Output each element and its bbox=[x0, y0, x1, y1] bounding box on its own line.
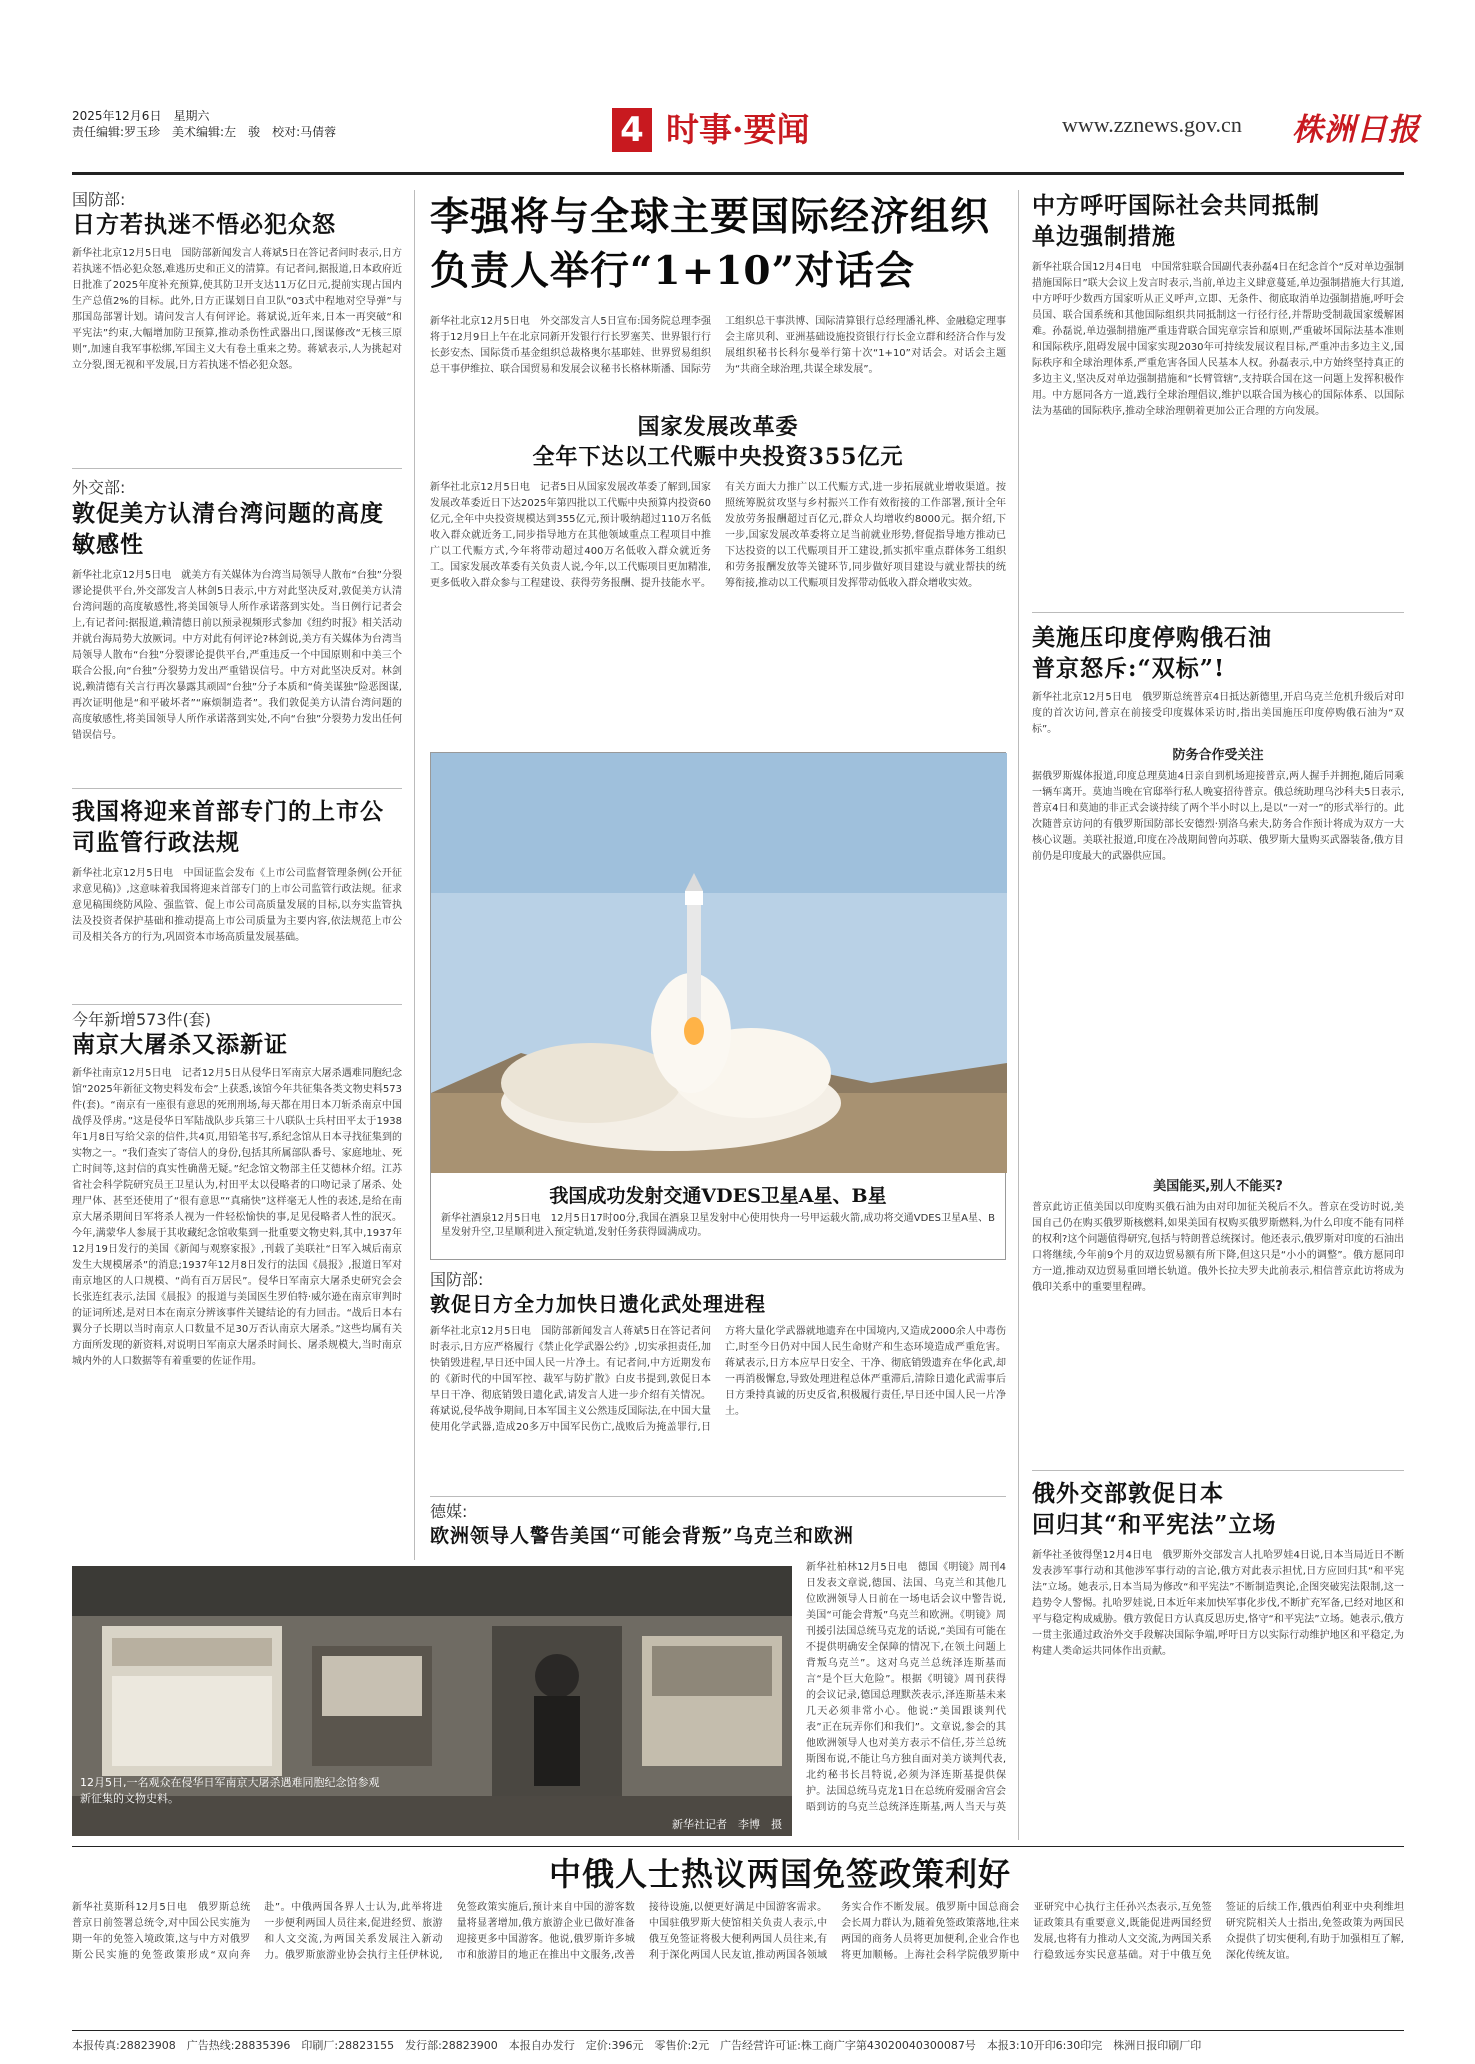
a10-headline: 中俄人士热议两国免签政策利好 bbox=[548, 1855, 1011, 1893]
article-body: 新华社北京12月5日电 就美方有关媒体为台湾当局领导人散布“台独”分裂谬论提供平台,外交部发言人林剑5日表示,中方对此坚决反对,敦促美方认清台湾问题的高度敏感性,将美国领导人所作承诺落到实处。当日例行记者会上,有记者问:据报道,赖清德日前以预录视频形式参加《纽约时报》相关活动并就台海局势大放厥词。中方对此有何评论?林剑说,美方有关媒体为台湾当局领导人散布“台独”分裂谬论提供平台,严重违反一个中国原则和中美三个联合公报,向“台独”分裂势力发出严重错误信号。中方对此坚决反对。林剑说,赖清德有关言行再次暴露其顽固“台独”分子本质和“倚美谋独”险恶图谋,再次证明他是“和平破坏者”“麻烦制造者”。我们敦促美方认清台湾问题的高度敏感性,将美国领导人所作承诺落到实处,不向“台独”分裂势力发出任何错误信号。 bbox=[72, 570, 402, 741]
article-body: 新华社北京12月5日电 中国证监会发布《上市公司监督管理条例(公开征求意见稿)》,这意味着我国将迎来首部专门的上市公司监管行政法规。征求意见稿围绕防风险、强监管、促上市公司高质量发展的目标,以夯实监管执法及投资者保护基础和推动提高上市公司质量为主要内容,依法规范上市公司及相关各方的行为,巩固资本市场高质量发展基础。 bbox=[72, 868, 402, 943]
headline: 南京大屠杀又添新证 bbox=[72, 1031, 288, 1058]
headline: 敦促美方认清台湾问题的高度敏感性 bbox=[72, 500, 384, 558]
article-body-3: 普京此访正值美国以印度购买俄石油为由对印加征关税后不久。普京在受访时说,美国自己仍在购买俄罗斯核燃料,如果美国有权购买俄罗斯燃料,为什么印度不能有同样的权利?这个问题值得研究,包括与特朗普总统探讨。他还表示,俄罗斯对印度的石油出口将继续,今年前9个月的双边贸易额有所下降,但这只是“小小的调整”。俄方愿同印方一道,推动双边贸易重回增长轨道。俄外长拉夫罗夫此前表示,相信普京此访将成为俄印关系中的重要里程碑。 bbox=[1032, 1202, 1404, 1293]
kicker: 国防部: bbox=[72, 190, 126, 209]
article-a8 bbox=[1032, 622, 1404, 1550]
lead-article bbox=[430, 190, 1014, 298]
headline: 我国将迎来首部专门的上市公司监管行政法规 bbox=[72, 798, 384, 856]
headline-1: 美施压印度停购俄石油 bbox=[1032, 624, 1272, 651]
article-a5 bbox=[430, 1270, 1006, 1318]
kicker: 今年新增573件(套) bbox=[72, 1010, 212, 1029]
newspaper-logo: 株洲日报 bbox=[1292, 112, 1420, 148]
header-rule bbox=[72, 172, 1404, 175]
divider bbox=[72, 468, 402, 469]
divider bbox=[430, 1496, 1006, 1497]
article-a9 bbox=[1032, 1478, 1404, 1826]
photo-credit: 新华社记者 李博 摄 bbox=[672, 1818, 782, 1831]
ndrc-body: 新华社北京12月5日电 记者5日从国家发展改革委了解到,国家发展改革委近日下达2025年第四批以工代赈中央预算内投资60亿元,全年中央投资规模达到355亿元,预计吸纳超过110万名低收入群众就近务工,同步指导地方在其他领域重点工程项目中推广以工代赈方式,今年将带动超过400万名低收入群众就近务工。国家发展改革委有关负责人说,今年,以工代赈项目更加精准,更多低收入群众参与工程建设、获得劳务报酬、提升技能水平。有关方面大力推广以工代赈方式,进一步拓展就业增收渠道。按照统筹脱贫攻坚与乡村振兴工作有效衔接的工作部署,预计全年发放劳务报酬超过百亿元,群众人均增收约8000元。据介绍,下一步,国家发展改革委将立足当前就业形势,督促指导地方推动已下达投资的以工代赈项目开工建设,抓实抓牢重点群体务工组织和劳务报酬发放等关键环节,同步做好项目建设与就业帮扶的统筹衔接,推动以工代赈项目发挥带动低收入群众增收实效。 bbox=[430, 482, 1006, 589]
ndrc-headline-2: 全年下达以工代赈中央投资355亿元 bbox=[532, 444, 904, 470]
lead-headline-2: 负责人举行“1+10”对话会 bbox=[430, 248, 915, 294]
issue-date: 2025年12月6日 星期六 bbox=[72, 109, 210, 123]
article-body: 新华社北京12月5日电 俄罗斯总统普京4日抵达新德里,开启乌克兰危机升级后对印度的首次访问,普京在前接受印度媒体采访时,指出美国施压印度停购俄石油为“双标”。 bbox=[1032, 692, 1404, 735]
headline: 日方若执迷不悟必犯众怒 bbox=[72, 211, 336, 238]
headline-1: 俄外交部敦促日本 bbox=[1032, 1480, 1224, 1507]
kicker: 外交部: bbox=[72, 478, 126, 497]
divider bbox=[1032, 1470, 1404, 1471]
website-link[interactable]: www.zznews.gov.cn bbox=[1062, 112, 1242, 137]
editor-credits: 责任编辑:罗玉珍 美术编辑:左 骏 校对:马倩蓉 bbox=[72, 125, 337, 139]
divider bbox=[72, 1846, 1404, 1847]
headline-2: 普京怒斥:“双标”! bbox=[1032, 655, 1226, 682]
photo-caption: 12月5日,一名观众在侵华日军南京大屠杀遇难同胞纪念馆参观新征集的文物史料。 bbox=[80, 1776, 380, 1805]
launch-photo-panel bbox=[430, 752, 1006, 1260]
article-a7 bbox=[1032, 190, 1404, 596]
headline-2: 单边强制措施 bbox=[1032, 223, 1176, 250]
article-a2 bbox=[72, 478, 402, 840]
lead-headline-1: 李强将与全球主要国际经济组织 bbox=[430, 194, 991, 240]
article-body-2: 据俄罗斯媒体报道,印度总理莫迪4日亲自到机场迎接普京,两人握手并拥抱,随后同乘一辆车离开。莫迪当晚在官邸举行私人晚宴招待普京。俄总统助理乌沙科夫5日表示,普京4日和莫迪的非正式会谈持续了两个半小时以上,是以“一对一”的形式举行的。此次随普京访问的有俄罗斯国防部长安德烈·别洛乌索夫,防务合作预计将成为双方一大核心议题。美联社报道,印度在冷战期间曾向苏联、俄罗斯大量购买武器装备,俄方目前仍是印度最大的武器供应国。 bbox=[1032, 771, 1404, 862]
article-a1 bbox=[72, 190, 402, 468]
column-divider bbox=[1018, 190, 1019, 1840]
divider bbox=[72, 788, 402, 789]
a5-body: 新华社北京12月5日电 国防部新闻发言人蒋斌5日在答记者问时表示,日方应严格履行《禁止化学武器公约》,切实承担责任,加快销毁进程,早日还中国人民一片净土。有记者问,中方近期发布的《新时代的中国军控、裁军与防扩散》白皮书提到,敦促日本早日干净、彻底销毁日遗化武,请发言人进一步介绍有关情况。蒋斌说,侵华战争期间,日本军国主义公然违反国际法,在中国大量使用化学武器,造成20多万中国军民伤亡,战败后为掩盖罪行,日方将大量化学武器就地遗弃在中国境内,又造成2000余人中毒伤亡,时至今日仍对中国人民生命财产和生态环境造成严重危害。蒋斌表示,日方本应早日安全、干净、彻底销毁遗弃在华化武,却一再消极懈怠,导致处理进程总体严重滞后,清除日遗化武需事后日方秉持真诚的历史反省,积极履行责任,早日还中国人民一片净土。 bbox=[430, 1326, 1006, 1433]
photo-caption: 新华社酒泉12月5日电 12月5日17时00分,我国在酒泉卫星发射中心使用快舟一号甲运载火箭,成功将交通VDES卫星A星、B星发射升空,卫星顺利进入预定轨道,发射任务获得圆满成功。 bbox=[441, 1213, 995, 1238]
section-title: 时事·要闻 bbox=[666, 110, 810, 149]
headline: 敦促日方全力加快日遗化武处理进程 bbox=[430, 1292, 766, 1316]
article-body: 新华社联合国12月4日电 中国常驻联合国副代表孙磊4日在纪念首个“反对单边强制措施国际日”联大会议上发言时表示,当前,单边主义肆意蔓延,单边强制措施大行其道,中方呼吁少数西方国家听从正义呼声,立即、无条件、彻底取消单边强制措施,呼吁会员国、联合国系统和其他国际组织共同抵制这一行径行径,并帮助受制裁国家缓解困难。孙磊说,单边强制措施严重违背联合国宪章宗旨和原则,严重破坏国际法基本准则和国际秩序,阻碍发展中国家实现2030年可持续发展议程目标,严重冲击多边主义,国际秩序和全球治理体系,严重危害各国人民基本人权。孙磊表示,中方始终坚持真正的多边主义,坚决反对单边强制措施和“长臂管辖”,支持联合国在这一问题上发挥积极作用。中方愿同各方一道,践行全球治理倡议,维护以联合国为核心的国际体系、以国际法为基础的国际秩序,推动全球治理朝着更加公正合理的方向发展。 bbox=[1032, 262, 1404, 417]
ndrc-headline-1: 国家发展改革委 bbox=[637, 414, 799, 440]
headline-1: 中方呼吁国际社会共同抵制 bbox=[1032, 192, 1320, 219]
article-a3 bbox=[72, 796, 402, 994]
column-divider bbox=[414, 190, 415, 1560]
article-a6 bbox=[430, 1502, 1006, 1550]
a10-body: 新华社莫斯科12月5日电 俄罗斯总统普京日前签署总统令,对中国公民实施为期一年的免签入境政策,这与中方对俄罗斯公民实施的免签政策形成“双向奔赴”。中俄两国各界人士认为,此举将进一步便利两国人员往来,促进经贸、旅游和人文交流,为两国关系发展注入新动力。俄罗斯旅游业协会执行主任伊林说,免签政策实施后,预计来自中国的游客数量将显著增加,俄方旅游企业已做好准备迎接更多中国游客。他说,俄罗斯许多城市和旅游目的地正在推出中文服务,改善接待设施,以便更好满足中国游客需求。中国驻俄罗斯大使馆相关负责人表示,中俄互免签证将极大便利两国人员往来,有利于深化两国人民友谊,推动两国各领域务实合作不断发展。俄罗斯中国总商会会长周力群认为,随着免签政策落地,往来两国的商务人员将更加便利,企业合作也将更加顺畅。上海社会科学院俄罗斯中亚研究中心执行主任孙兴杰表示,互免签证政策具有重要意义,既能促进两国经贸发展,也将有力推动人文交流,为两国关系行稳致远夯实民意基础。对于中俄互免签证的后续工作,俄西伯利亚中央利维坦研究院相关人士指出,免签政策为两国民众提供了切实便利,有助于加强相互了解,深化传统友谊。 bbox=[72, 1902, 1404, 1961]
subhead: 防务合作受关注 bbox=[1172, 748, 1264, 763]
kicker: 国防部: bbox=[430, 1270, 484, 1289]
lead-body: 新华社北京12月5日电 外交部发言人5日宣布:国务院总理李强将于12月9日上午在北京同新开发银行行长罗塞芙、世界银行行长彭安杰、国际货币基金组织总裁格奥尔基耶娃、世界贸易组织总干事伊维拉、联合国贸易和发展会议秘书长格林斯潘、国际劳工组织总干事洪博、国际清算银行总经理潘礼桦、金融稳定理事会主席贝利、亚洲基础设施投资银行行长金立群和经济合作与发展组织秘书长科尔曼举行第十次“1+10”对话会。对话会主题为“共商全球治理,共谋全球发展”。 bbox=[430, 316, 1006, 375]
rocket-launch-photo bbox=[431, 753, 1007, 1173]
page-number: 4 bbox=[612, 108, 652, 152]
article-a4 bbox=[72, 1010, 402, 1578]
subhead: 美国能买,别人不能买? bbox=[1153, 1179, 1283, 1194]
headline: 欧洲领导人警告美国“可能会背叛”乌克兰和欧洲 bbox=[430, 1525, 854, 1547]
photo-headline: 我国成功发射交通VDES卫星A星、B星 bbox=[549, 1185, 887, 1207]
footer: 本报传真:28823908 广告热线:28835396 印刷厂:28823155 发行部:28823900 本报自办发行 定价:396元 零售价:2元 广告经营许可证:株工商广字第43020040300087号 本报3:10开印6:30印完 株洲日报印刷厂印 bbox=[72, 2030, 1404, 2053]
divider bbox=[72, 1004, 402, 1005]
article-body: 新华社圣彼得堡12月4日电 俄罗斯外交部发言人扎哈罗娃4日说,日本当局近日不断发表涉军事行动和其他涉军事行动的言论,俄方对此表示担忧,日方应回归其“和平宪法”立场。她表示,日本当局为修改“和平宪法”不断制造舆论,企图突破宪法限制,这一趋势令人警惕。扎哈罗娃说,日本近年来加快军事化步伐,不断扩充军备,已经对地区和平与稳定构成威胁。俄方敦促日方认真反思历史,恪守“和平宪法”立场。她表示,俄方一贯主张通过政治外交手段解决国际争端,呼吁日方以实际行动维护地区和平稳定,为构建人类命运共同体作出贡献。 bbox=[1032, 1550, 1404, 1657]
museum-photo-panel bbox=[72, 1566, 792, 1836]
headline-2: 回归其“和平宪法”立场 bbox=[1032, 1511, 1277, 1538]
article-body: 新华社南京12月5日电 记者12月5日从侵华日军南京大屠杀遇难同胞纪念馆“2025年新征文物史料发布会”上获悉,该馆今年共征集各类文物史料573件(套)。“南京有一座很有意思的死刑刑场,每天都在用日本刀斩杀南京中国战俘及俘虏。”这是侵华日军陆战队步兵第三十八联队士兵村田平太于1938年1月8日写给父亲的信件,共4页,用铅笔书写,系纪念馆从日本寻找征集到的实物之一。“我们查实了寄信人的身份,包括其所属部队番号、家庭地址、死亡时间等,这封信的真实性确凿无疑。”纪念馆文物部主任艾德林介绍。江苏省社会科学院研究员王卫星认为,村田平太以侵略者的口吻记录了屠杀、处理尸体、甚至还使用了“很有意思”“真痛快”这样毫无人性的表述,是给在南京大屠杀期间日军将杀人视为一件轻松愉快的事,足见侵略者人性的泯灭。今年,满蒙华人参展于其收藏纪念馆收集到一批重要文物史料,其中,1937年12月19日发行的美国《新闻与观察家报》,刊载了美联社“日军入城后南京发生大规模屠杀”的消息;1937年12月8日发行的法国《晨报》,报道日军对南京地区的人口规模、“尚有百万居民”。侵华日军南京大屠杀史研究会会长张连红表示,法国《晨报》的报道与美国医生罗伯特·威尔逊在南京审判时的证词所述,是对日本在南京分辨该事件关键结论的有力回击。“战后日本右翼分子长期以当时南京人口数量不足30万否认南京大屠杀。”这些均属有关方面所发现的新资料,对说明日军南京大屠杀时间长、屠杀规模大,当时南京城内外的人口数据等有着重要的佐证作用。 bbox=[72, 1068, 402, 1367]
a6-body: 新华社柏林12月5日电 德国《明镜》周刊4日发表文章说,德国、法国、乌克兰和其他几位欧洲领导人日前在一场电话会议中警告说,美国“可能会背叛”乌克兰和欧洲。《明镜》周刊援引法国总统马克龙的话说,“美国有可能在不提供明确安全保障的情况下,在领土问题上背叛乌克兰”。这对乌克兰总统泽连斯基而言“是个巨大危险”。根据《明镜》周刊获得的会议记录,德国总理默茨表示,泽连斯基未来几天必须非常小心。他说:“美国跟谈判代表”正在玩弄你们和我们”。文章说,参会的其他欧洲领导人也对美方表示不信任,芬兰总统斯图布说,不能让乌方独自面对美方谈判代表,北约秘书长吕特说,必须为泽连斯基提供保护。法国总统马克龙1日在总统府爱丽舍宫会晤到访的乌克兰总统泽连斯基,两人当天与英 bbox=[806, 1562, 1006, 1813]
ndrc-article bbox=[430, 412, 1006, 472]
kicker: 德媒: bbox=[430, 1502, 468, 1521]
divider bbox=[1032, 612, 1404, 613]
article-body: 新华社北京12月5日电 国防部新闻发言人蒋斌5日在答记者问时表示,日方若执迷不悟必犯众怒,难逃历史和正义的清算。有记者问,据报道,日本政府近日批准了2025年度补充预算,使其防卫开支达11万亿日元,提前实现占国内生产总值2%的目标。此外,日方正谋划日自卫队“03式中程地对空导弹”与那国岛部署计划。请问发言人有何评论。蒋斌说,近年来,日本一再突破“和平宪法”约束,大幅增加防卫预算,推动杀伤性武器出口,图谋修改“无核三原则”,加速自我军事松绑,军国主义大有卷土重来之势。蒋斌表示,人为挑起对立分裂,图无视和平发展,日方若执迷不悟必犯众怒。 bbox=[72, 248, 402, 371]
header-meta bbox=[72, 108, 336, 140]
